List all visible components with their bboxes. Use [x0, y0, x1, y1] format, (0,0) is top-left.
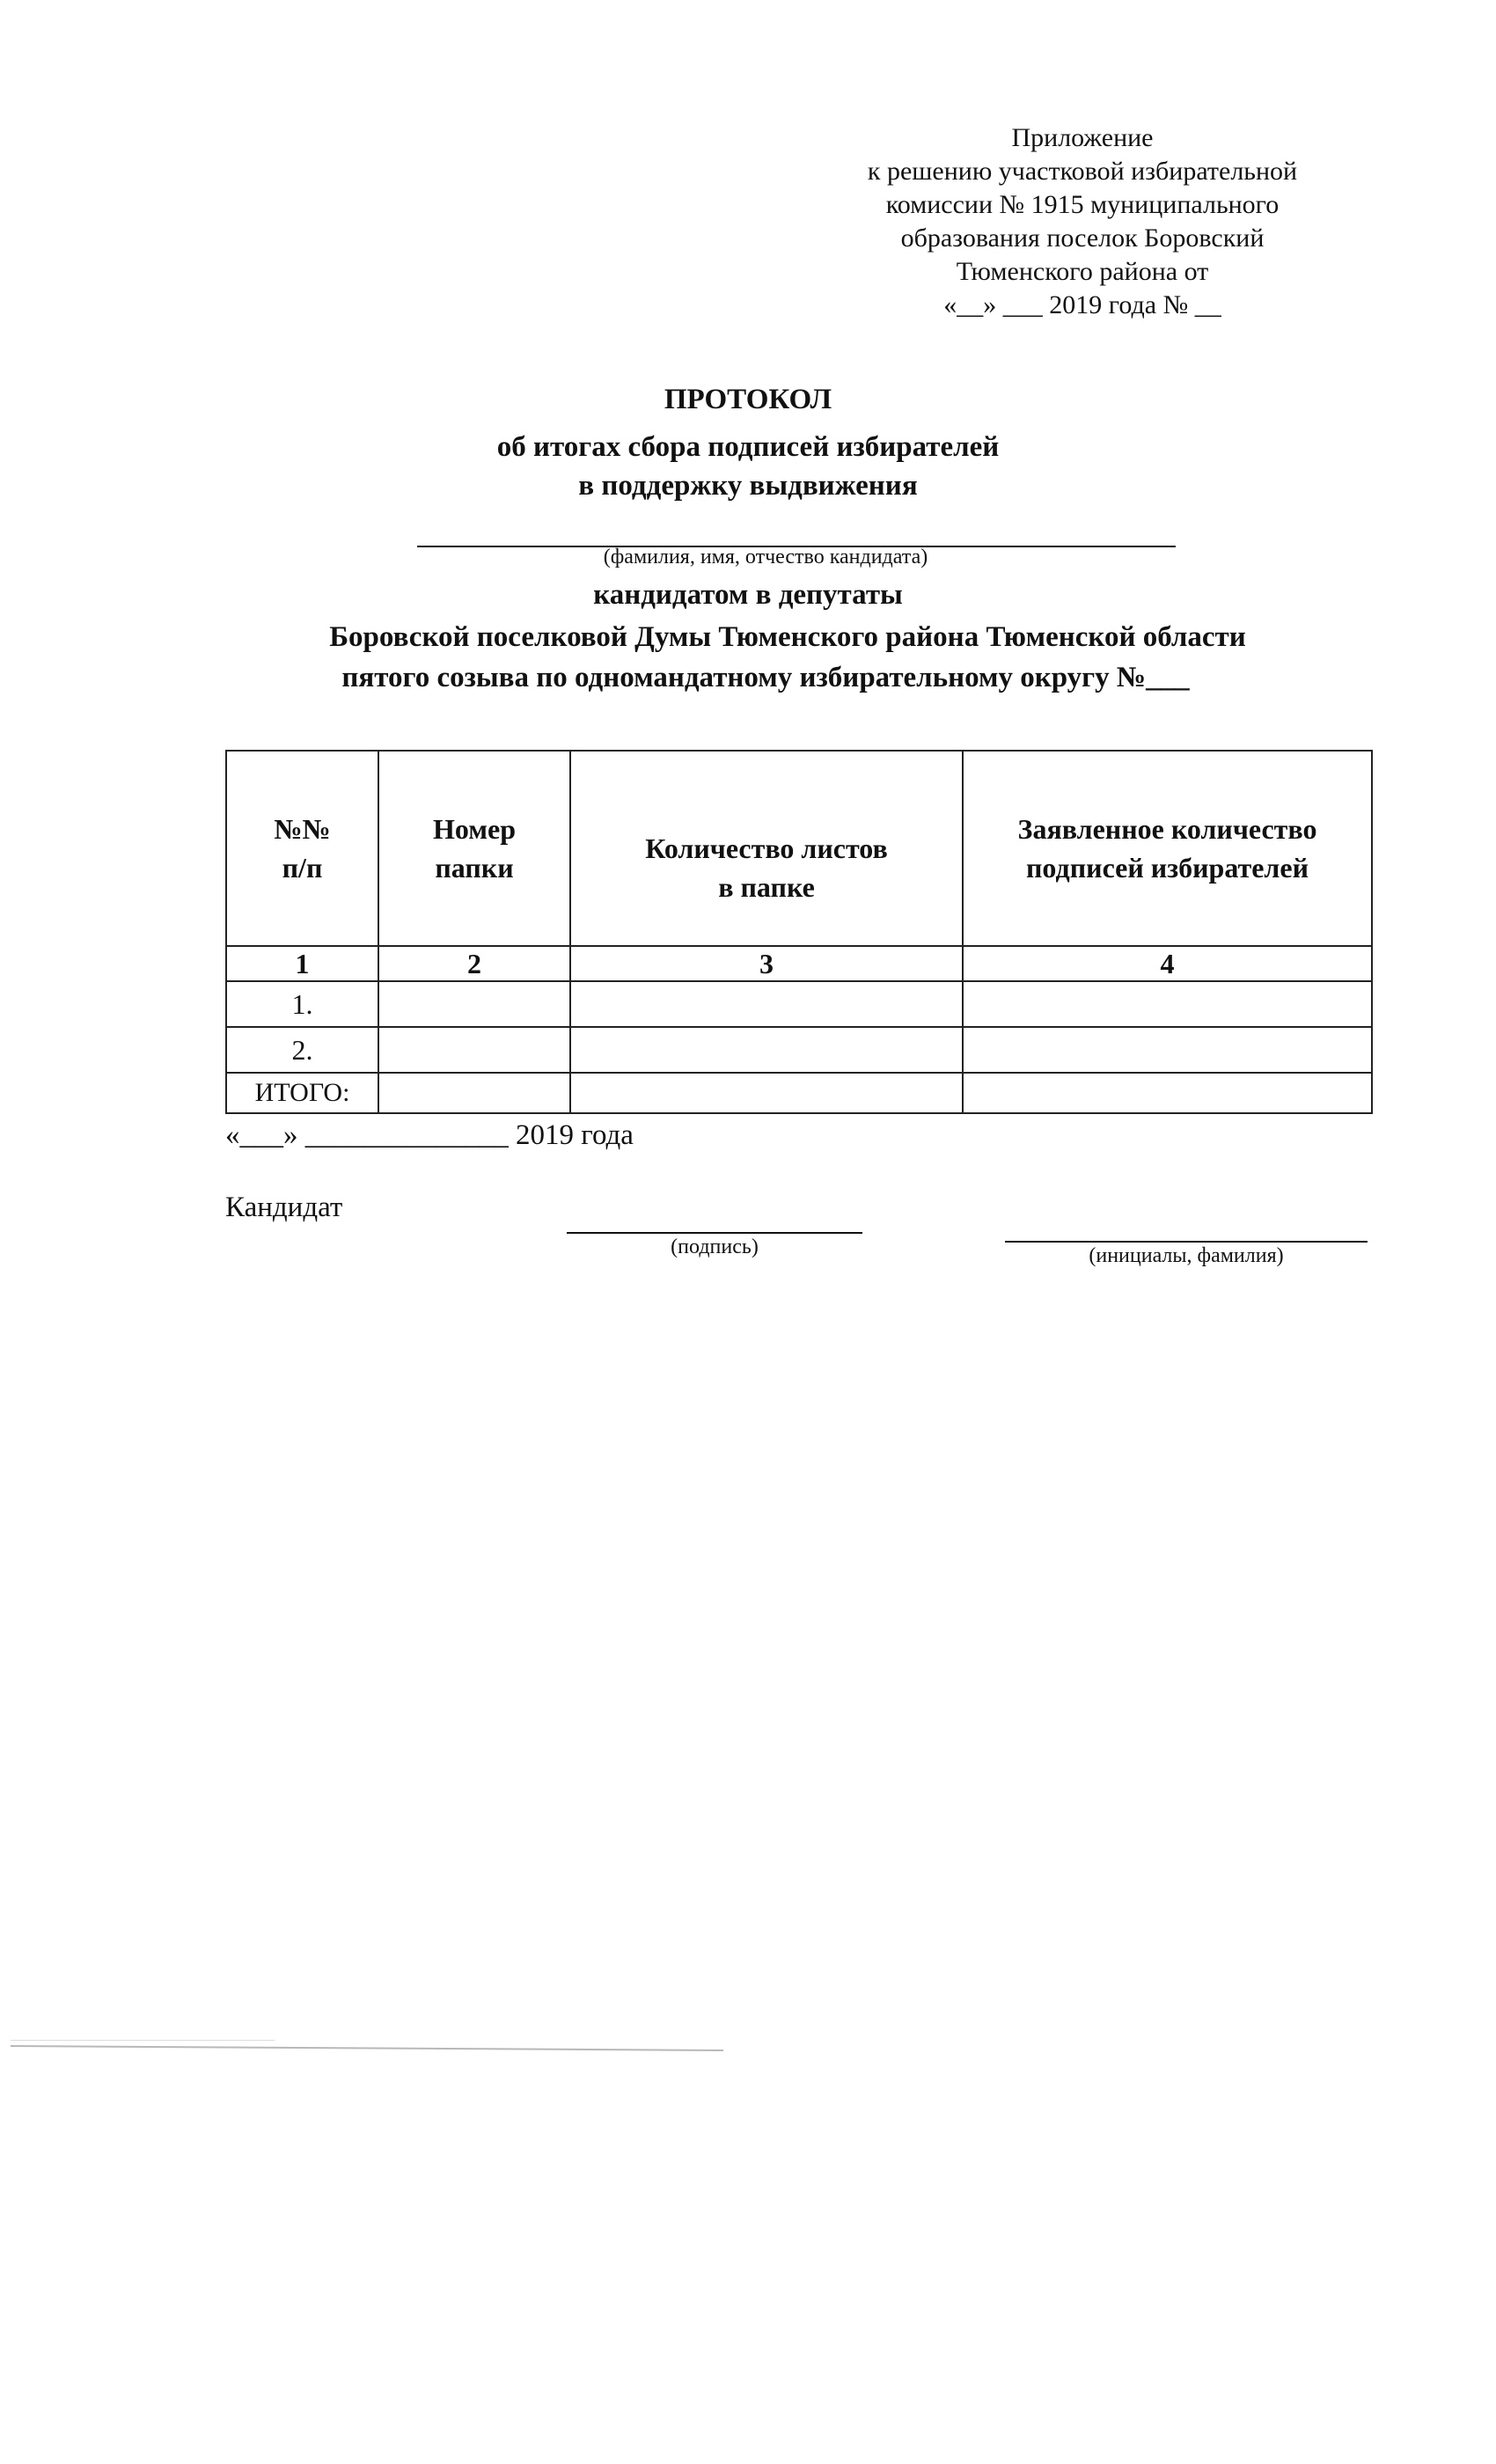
protocol-subtitle-1: об итогах сбора подписей избирателей — [496, 431, 1000, 463]
table-cell — [570, 1073, 963, 1113]
header-text: в папке — [718, 871, 815, 903]
appendix-header — [818, 121, 1346, 322]
table-header-row — [226, 751, 1372, 946]
protocol-subtitle-4: Боровской поселковой Думы Тюменского района Тюменской области — [329, 621, 1246, 653]
table-cell — [378, 981, 570, 1027]
date-line: «___» ______________ 2019 года — [225, 1119, 634, 1151]
header-text: Номер — [432, 813, 517, 845]
signatures-table — [225, 750, 1373, 1114]
table-cell — [963, 981, 1372, 1027]
header-text: Заявленное количество — [1017, 813, 1317, 845]
header-text: подписей избирателей — [1025, 852, 1309, 884]
table-cell — [963, 1073, 1372, 1113]
table-cell: 1. — [226, 981, 378, 1027]
header-cell-sheets — [570, 751, 963, 946]
signature-line — [567, 1232, 862, 1234]
signature-caption: (подпись) — [671, 1236, 759, 1258]
table-cell — [378, 1073, 570, 1113]
candidate-name-caption: (фамилия, имя, отчество кандидата) — [603, 546, 928, 568]
header-cell-number — [226, 751, 378, 946]
appendix-line: «__» ___ 2019 года № __ — [943, 290, 1221, 319]
candidate-label: Кандидат — [225, 1192, 343, 1223]
header-cell-signatures — [963, 751, 1372, 946]
header-text: п/п — [282, 852, 323, 884]
appendix-line: к решению участковой избирательной — [867, 157, 1298, 186]
initials-line — [1005, 1241, 1368, 1243]
table-total-row — [226, 1073, 1372, 1113]
protocol-subtitle-2: в поддержку выдвижения — [578, 470, 918, 502]
index-cell: 3 — [570, 946, 963, 981]
scan-artifact-line — [11, 2045, 723, 2051]
table-cell — [378, 1027, 570, 1073]
initials-caption: (инициалы, фамилия) — [1089, 1244, 1284, 1267]
protocol-subtitle-5: пятого созыва по одномандатному избирательному округу №___ — [341, 662, 1190, 693]
table-cell — [570, 981, 963, 1027]
table-cell — [963, 1027, 1372, 1073]
appendix-line: Приложение — [1011, 123, 1154, 152]
header-text: папки — [435, 852, 514, 884]
table-cell — [570, 1027, 963, 1073]
table-row — [226, 1027, 1372, 1073]
header-cell-folder — [378, 751, 570, 946]
appendix-line: образования поселок Боровский — [900, 224, 1265, 253]
table-row — [226, 981, 1372, 1027]
protocol-subtitle-3: кандидатом в депутаты — [593, 579, 903, 611]
index-cell: 1 — [226, 946, 378, 981]
table-index-row — [226, 946, 1372, 981]
protocol-title: ПРОТОКОЛ — [664, 384, 832, 415]
scan-artifact-line — [11, 2040, 275, 2041]
appendix-line: Тюменского района от — [956, 257, 1209, 286]
header-text: №№ — [274, 813, 331, 845]
index-cell: 4 — [963, 946, 1372, 981]
header-text: Количество листов — [645, 832, 888, 864]
appendix-line: комиссии № 1915 муниципального — [885, 190, 1280, 219]
index-cell: 2 — [378, 946, 570, 981]
table-cell: 2. — [226, 1027, 378, 1073]
total-label: ИТОГО: — [226, 1073, 378, 1113]
